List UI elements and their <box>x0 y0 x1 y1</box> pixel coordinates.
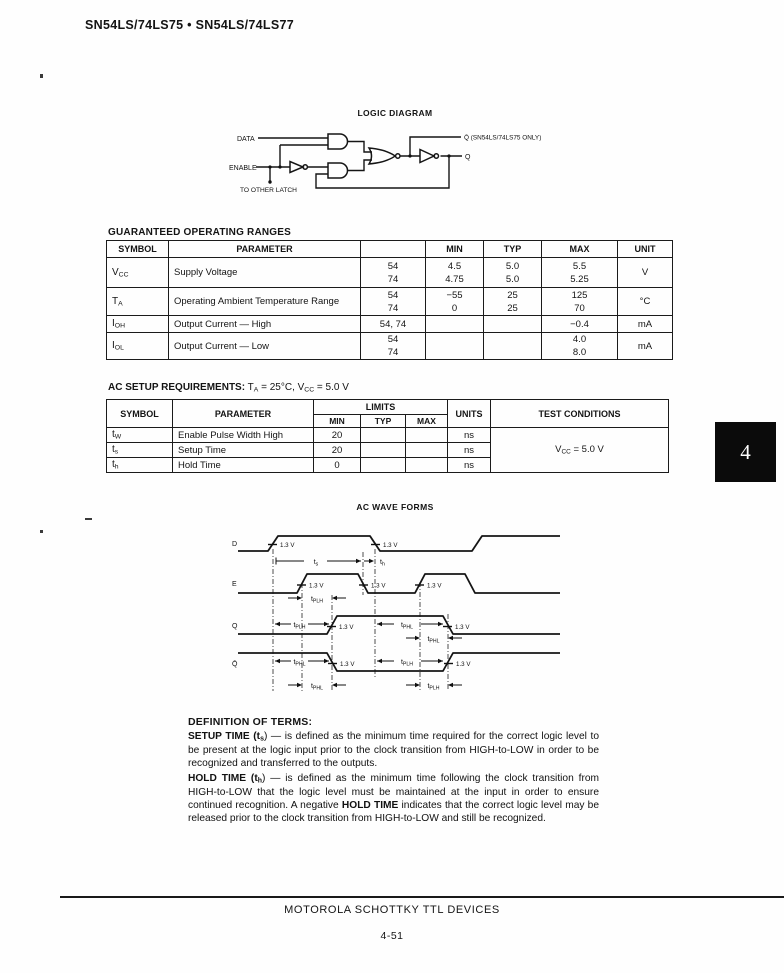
svg-text:tPLH: $t_{PLH}$ <box>400 658 414 668</box>
svg-text:tPLH: $t_{PLH}$ <box>293 621 306 631</box>
col-device <box>361 241 426 258</box>
col-typ: TYP <box>484 241 542 258</box>
symbol-vcc: $V_{CC}$ <box>107 258 169 288</box>
col-units: UNITS <box>448 400 491 428</box>
col-min: MIN <box>314 415 361 428</box>
scan-artifact <box>40 74 43 78</box>
min-cell <box>426 316 484 333</box>
svg-text:1.3 V: 1.3 V <box>456 661 471 668</box>
table-row <box>107 333 673 360</box>
logic-diagram-title: LOGIC DIAGRAM <box>357 108 433 118</box>
logic-diagram <box>228 124 558 202</box>
unit-cell: V <box>618 258 673 288</box>
max-cell <box>406 458 448 473</box>
max-cell <box>406 428 448 443</box>
to-other-latch-label: TO OTHER LATCH <box>240 187 297 194</box>
operating-ranges-title: GUARANTEED OPERATING RANGES <box>108 227 292 238</box>
col-max: MAX <box>406 415 448 428</box>
definitions-title: DEFINITION OF TERMS: <box>188 716 313 728</box>
and-gate-top <box>328 134 348 149</box>
parameter-cell: Hold Time <box>173 458 314 473</box>
and-gate-bottom <box>328 163 348 178</box>
typ-cell <box>484 316 542 333</box>
svg-text:1.3 V: 1.3 V <box>339 624 354 631</box>
svg-text:tPLH: $t_{PLH}$ <box>427 682 440 692</box>
q-output-label: Q <box>465 154 471 161</box>
col-parameter: PARAMETER <box>169 241 361 258</box>
symbol-ta: $T_A$ <box>107 288 169 316</box>
svg-text:th: $t_h$ <box>380 558 385 568</box>
table-row <box>107 428 669 443</box>
symbol-iol: $I_{OL}$ <box>107 333 169 360</box>
symbol-ts: $t_s$ <box>107 443 173 458</box>
max-cell: 5.5 5.25 <box>542 258 618 288</box>
svg-text:ts: $t_s$ <box>313 558 319 568</box>
max-cell <box>406 443 448 458</box>
operating-ranges-table <box>106 240 673 360</box>
bottom-measures <box>288 683 462 692</box>
scan-artifact <box>85 518 92 520</box>
parameter-cell: Operating Ambient Temperature Range <box>169 288 361 316</box>
svg-text:1.3 V: 1.3 V <box>455 624 470 631</box>
output-inverter <box>420 150 439 163</box>
section-tab: 4 <box>715 422 776 482</box>
page-number: 4-51 <box>380 930 404 942</box>
enable-inverter <box>290 162 307 173</box>
device-cell: 54 74 <box>361 258 426 288</box>
units-cell: ns <box>448 443 491 458</box>
max-cell: 4.0 8.0 <box>542 333 618 360</box>
parameter-cell: Setup Time <box>173 443 314 458</box>
min-cell: 20 <box>314 428 361 443</box>
typ-cell <box>361 443 406 458</box>
symbol-th: $t_h$ <box>107 458 173 473</box>
qbar-signal-label: Q̄ <box>232 661 238 668</box>
waveform-d <box>232 536 560 551</box>
page-title: SN54LS/74LS75 • SN54LS/74LS77 <box>85 18 295 32</box>
footer-rule <box>60 896 784 898</box>
waveform-e <box>232 574 560 593</box>
table-header-row <box>107 241 673 258</box>
d-signal-label: D <box>232 541 238 548</box>
col-unit: UNIT <box>618 241 673 258</box>
symbol-tw: $t_W$ <box>107 428 173 443</box>
col-parameter: PARAMETER <box>173 400 314 428</box>
unit-cell: mA <box>618 333 673 360</box>
device-cell: 54 74 <box>361 288 426 316</box>
logic-wires <box>256 137 462 188</box>
waveforms-title: AC WAVE FORMS <box>356 502 434 512</box>
unit-cell: °C <box>618 288 673 316</box>
col-min: MIN <box>426 241 484 258</box>
col-max: MAX <box>542 241 618 258</box>
svg-text:1.3 V: 1.3 V <box>340 661 355 668</box>
device-cell: 54, 74 <box>361 316 426 333</box>
parameter-cell: Output Current — High <box>169 316 361 333</box>
units-cell: ns <box>448 458 491 473</box>
table-header-row <box>107 400 669 415</box>
svg-text:tPHL: $t_{PHL}$ <box>310 682 324 692</box>
col-symbol: SYMBOL <box>107 241 169 258</box>
setup-hold-measures <box>276 558 385 568</box>
reference-lines <box>273 549 448 691</box>
typ-cell <box>361 458 406 473</box>
enable-input-label: ENABLE <box>229 165 257 172</box>
parameter-cell: Output Current — Low <box>169 333 361 360</box>
setup-time-definition: SETUP TIME $(t_s)$ — is defined as the minimum time required for the correct logic level to be present at the logic input prior to the clock transition from HIGH-to-LOW in order to be recognized and transferred to the outputs. <box>188 731 600 769</box>
svg-text:tPHL: $t_{PHL}$ <box>400 621 414 631</box>
min-cell: −55 0 <box>426 288 484 316</box>
svg-text:1.3 V: 1.3 V <box>309 582 324 590</box>
scan-artifact <box>40 530 43 533</box>
min-cell: 20 <box>314 443 361 458</box>
table-row <box>107 288 673 316</box>
e-signal-label: E <box>232 581 237 588</box>
tplh-measure-e <box>288 596 346 605</box>
typ-cell: 5.0 5.0 <box>484 258 542 288</box>
unit-cell: mA <box>618 316 673 333</box>
svg-text:1.3 V: 1.3 V <box>280 542 295 549</box>
ac-setup-title: AC SETUP REQUIREMENTS: $T_A = 25^\circ C$, $V_{CC} = 5.0$ V <box>108 382 349 394</box>
hold-time-definition: HOLD TIME $(t_h)$ — is defined as the minimum time following the clock transition from HIGH-to-LOW that the logic level must be maintained at the input in order to ensure continued recognition. A negative HOLD TIME indicates that the correct logic level may be released prior to the clock transition from HIGH-to-LOW and still be recognized. <box>188 773 600 825</box>
symbol-ioh: $I_{OH}$ <box>107 316 169 333</box>
waveform-q <box>232 616 560 634</box>
table-row <box>107 258 673 288</box>
data-input-label: DATA <box>237 136 255 143</box>
device-cell: 54 74 <box>361 333 426 360</box>
qbar-output-label: Q̄ (SN54LS/74LS75 ONLY) <box>464 134 542 142</box>
svg-text:1.3 V: 1.3 V <box>371 582 386 590</box>
typ-cell: 25 25 <box>484 288 542 316</box>
min-cell: 0 <box>314 458 361 473</box>
svg-text:tPHL: $t_{PHL}$ <box>293 658 306 668</box>
svg-text:1.3 V: 1.3 V <box>427 582 442 590</box>
max-cell: −0.4 <box>542 316 618 333</box>
q-signal-label: Q <box>232 623 238 630</box>
units-cell: ns <box>448 428 491 443</box>
svg-text:1.3 V: 1.3 V <box>383 542 398 549</box>
test-conditions-cell: $V_{CC} = 5.0$ V <box>491 428 669 473</box>
col-test-conditions: TEST CONDITIONS <box>491 400 669 428</box>
ac-waveforms-diagram <box>230 521 560 699</box>
svg-text:tPHL: $t_{PHL}$ <box>427 635 440 645</box>
tphl-measure-mid <box>406 636 462 645</box>
nor-gate <box>369 148 400 164</box>
ac-setup-table <box>106 399 669 473</box>
col-symbol: SYMBOL <box>107 400 173 428</box>
col-typ: TYP <box>361 415 406 428</box>
table-row <box>107 316 673 333</box>
max-cell: 125 70 <box>542 288 618 316</box>
typ-cell <box>484 333 542 360</box>
parameter-cell: Enable Pulse Width High <box>173 428 314 443</box>
parameter-cell: Supply Voltage <box>169 258 361 288</box>
min-cell: 4.5 4.75 <box>426 258 484 288</box>
min-cell <box>426 333 484 360</box>
typ-cell <box>361 428 406 443</box>
footer-text: MOTOROLA SCHOTTKY TTL DEVICES <box>284 904 500 916</box>
waveform-qbar <box>232 653 560 671</box>
svg-text:tPLH: $t_{PLH}$ <box>310 595 324 605</box>
col-limits: LIMITS <box>314 400 448 415</box>
